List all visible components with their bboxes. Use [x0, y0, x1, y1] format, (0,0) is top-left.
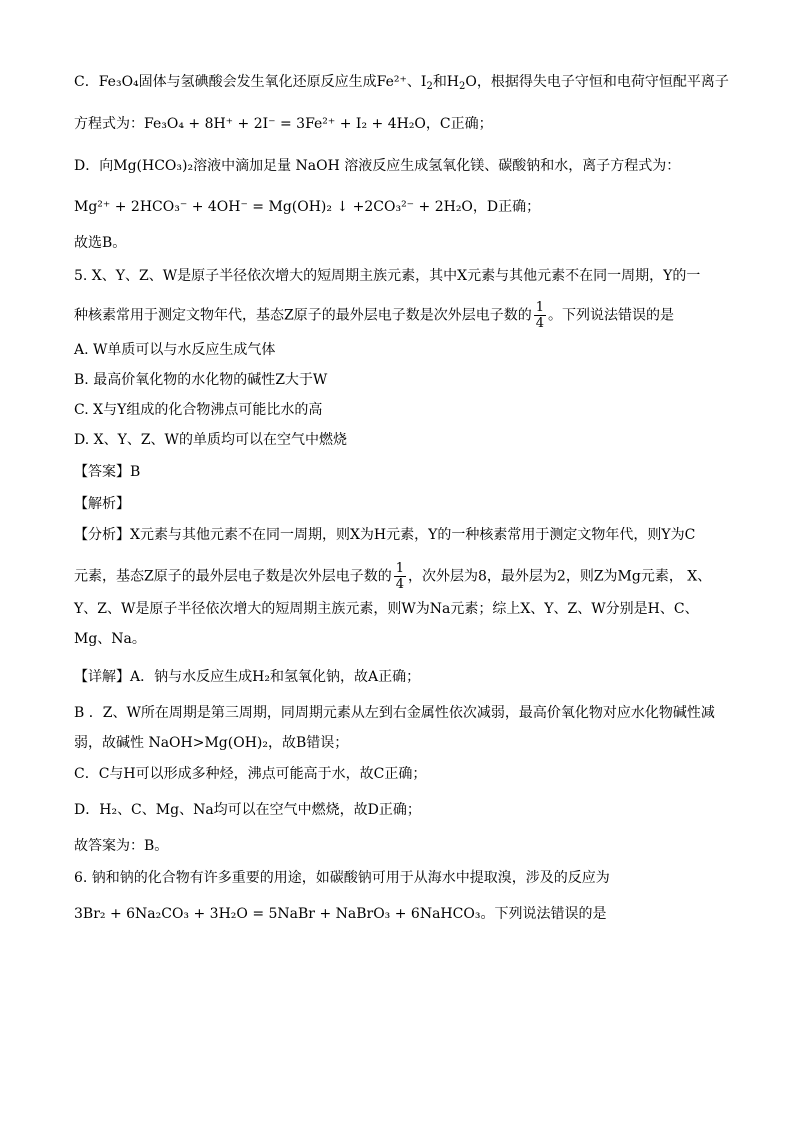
detail-line-d	[74, 800, 734, 820]
text: Y、Z、W是原子半径依次增大的短周期主族元素，则W为Na元素；综上X、Y、Z、W分别是H、C、	[74, 601, 699, 617]
text: 故选B。	[74, 235, 127, 251]
text: D. X、Y、Z、W的单质均可以在空气中燃烧	[74, 432, 347, 448]
fenxi-tag: 【分析】	[74, 527, 130, 543]
option-c-line-1	[74, 72, 734, 92]
option-c	[74, 400, 734, 420]
subscript: 2	[459, 81, 466, 92]
text: A．钠与水反应生成	[130, 669, 253, 685]
text: O，根据得失电子守恒和电荷守恒配平离子	[465, 74, 729, 90]
option-b	[74, 370, 734, 390]
fenxi-line-1	[74, 525, 734, 545]
text: B. 最高价氧化物的水化物的碱性Z大于W	[74, 372, 328, 388]
text: A. W单质可以与水反应生成气体	[74, 342, 276, 358]
text: 溶液中滴加足量 NaOH 溶液反应生成氢氧化镁、碳酸钠和水，离子方程式为：	[193, 158, 681, 174]
answer-tag: 【答案】	[74, 464, 130, 480]
conclusion-line	[74, 233, 734, 253]
text: 6. 钠和钠的化合物有许多重要的用途，如碳酸钠可用于从海水中提取溴，涉及的反应为	[74, 870, 610, 886]
equation-d: Mg²⁺ + 2HCO₃⁻ + 4OH⁻ = Mg(OH)₂ ↓ +2CO₃²⁻ + 2H₂O	[74, 199, 473, 215]
text: D．	[74, 802, 100, 818]
text: C．	[74, 74, 99, 90]
answer-line	[74, 462, 734, 482]
text: D．向	[74, 158, 114, 174]
detail-line-b2	[74, 733, 734, 753]
question-6-line-1	[74, 868, 734, 888]
text: C. X与Y组成的化合物沸点可能比水的高	[74, 402, 323, 418]
formula-fe3o4: Fe₃O₄	[98, 74, 139, 90]
text: ，次外层为8，最外层为2，则Z为Mg元素， X、	[408, 568, 712, 585]
question-6-line-2	[74, 904, 734, 924]
text: 、C、Mg、Na均可以在空气中燃烧，故D正确；	[117, 802, 421, 818]
text: X元素与其他元素不在同一周期，则X为H元素，Y的一种核素常用于测定文物年代，则Y为C	[130, 527, 696, 543]
detail-line-b1	[74, 703, 734, 723]
text: 5. X、Y、Z、W是原子半径依次增大的短周期主族元素，其中X元素与其他元素不在同一周期，Y的一	[74, 268, 701, 284]
option-a	[74, 340, 734, 360]
question-5-line-2	[74, 300, 734, 331]
text: 元素，基态Z原子的最外层电子数是次外层电子数的	[74, 568, 392, 585]
analysis-tag: 【解析】	[74, 496, 130, 512]
text: Mg、Na。	[74, 631, 146, 647]
text: 。下列说法错误的是	[480, 906, 607, 922]
text: C．C与H可以形成多种烃，沸点可能高于水，故C正确；	[74, 766, 427, 782]
fenxi-line-4	[74, 629, 734, 649]
formula-fe2: Fe²⁺	[376, 74, 407, 90]
detail-line-c	[74, 764, 734, 784]
text: 。下列说法错误的是	[548, 307, 675, 324]
text: 弱，故碱性 NaOH>Mg(OH)₂，故B错误；	[74, 735, 349, 751]
equation-c: Fe₃O₄ + 8H⁺ + 2I⁻ = 3Fe²⁺ + I₂ + 4H₂O	[144, 116, 426, 132]
text: 方程式为：	[74, 116, 144, 132]
final-answer	[74, 836, 734, 856]
answer-value: B	[130, 464, 141, 480]
option-d-line-2	[74, 197, 734, 217]
option-d-line-1	[74, 156, 734, 176]
text: 和氢氧化钠，故A正确；	[269, 669, 421, 685]
analysis-header	[74, 494, 734, 514]
text: ，C正确；	[425, 116, 493, 132]
detail-tag: 【详解】	[74, 669, 130, 685]
text: 、I	[406, 74, 427, 90]
question-5-line-1	[74, 266, 734, 286]
detail-line-a	[74, 667, 734, 687]
fenxi-line-3	[74, 599, 734, 619]
option-d	[74, 430, 734, 450]
text: 种核素常用于测定文物年代，基态Z原子的最外层电子数是次外层电子数的	[74, 307, 532, 324]
text: ，D正确；	[472, 199, 541, 215]
text: 固体与氢碘酸会发生氧化还原反应生成	[138, 74, 377, 90]
text: B ．Z、W所在周期是第三周期，同周期元素从左到右金属性依次减弱，最高价氧化物对应水化物碱性减	[74, 705, 715, 721]
formula-h2: H₂	[99, 802, 118, 818]
text: 和H	[432, 74, 460, 90]
fraction: $\frac{1}{4}$	[395, 561, 405, 592]
formula-h2: H₂	[252, 669, 270, 685]
formula-mghco3: Mg(HCO₃)₂	[113, 158, 194, 174]
equation-q6: 3Br₂ + 6Na₂CO₃ + 3H₂O = 5NaBr + NaBrO₃ + 6NaHCO₃	[74, 906, 481, 922]
fenxi-line-2	[74, 561, 734, 592]
subscript: 2	[426, 81, 433, 92]
option-c-line-2	[74, 114, 734, 134]
fraction: $\frac{1}{4}$	[535, 300, 545, 331]
text: 故答案为：B。	[74, 838, 169, 854]
